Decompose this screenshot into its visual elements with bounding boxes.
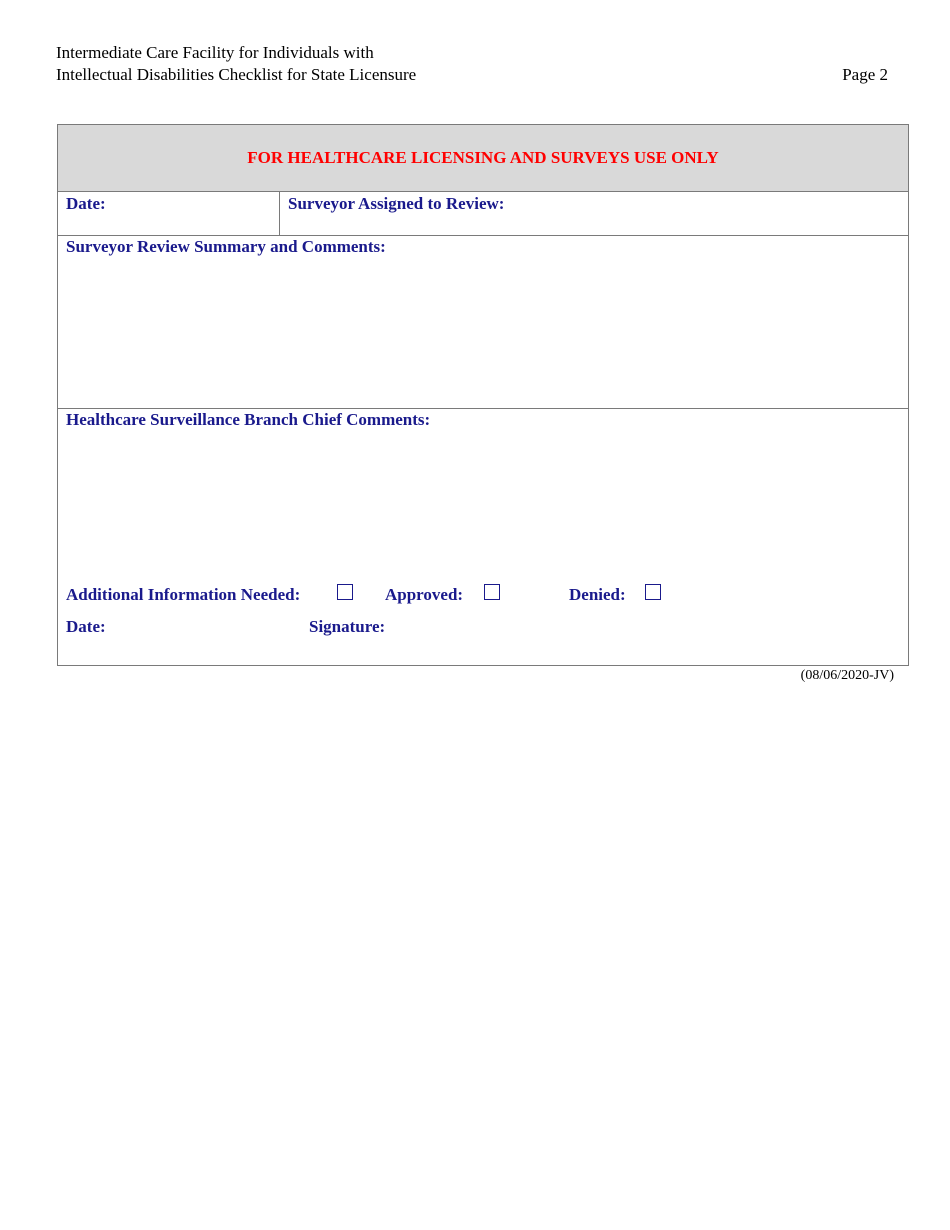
document-title-line-1: Intermediate Care Facility for Individuals with [56,43,374,62]
branch-chief-section [58,409,908,665]
surveyor-summary-section[interactable] [58,236,908,409]
approved-checkbox[interactable] [484,584,500,600]
surveyor-assigned-label: Surveyor Assigned to Review: [288,194,505,213]
denied-checkbox[interactable] [645,584,661,600]
date-field-label: Date: [66,194,106,213]
revision-code: (08/06/2020-JV) [800,668,894,683]
signature-label: Signature: [309,617,386,636]
office-use-banner [58,125,908,192]
office-use-banner-text: FOR HEALTHCARE LICENSING AND SURVEYS USE ONLY [247,148,719,167]
page-number: Page 2 [842,65,888,84]
licensing-review-form [57,124,909,666]
branch-chief-comments-label: Healthcare Surveillance Branch Chief Comments: [66,410,431,429]
surveyor-summary-label: Surveyor Review Summary and Comments: [66,237,386,256]
column-divider [279,192,280,235]
date-surveyor-row [58,192,908,236]
document-title-line-2: Intellectual Disabilities Checklist for State Licensure [56,65,417,84]
additional-info-label: Additional Information Needed: [66,585,301,604]
denied-label: Denied: [569,585,626,604]
approved-label: Approved: [385,585,464,604]
bottom-date-label: Date: [66,617,106,636]
additional-info-checkbox[interactable] [337,584,353,600]
